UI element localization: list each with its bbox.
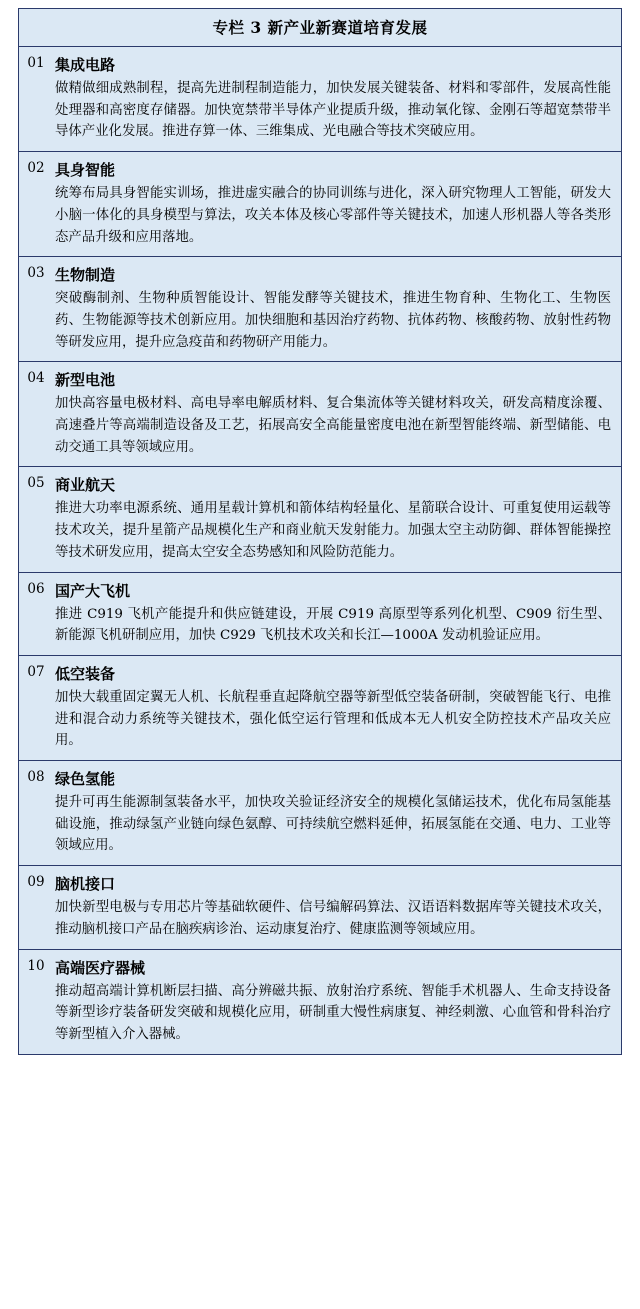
item-number: 09	[27, 874, 45, 891]
item-content	[53, 866, 621, 948]
item-number: 08	[27, 769, 45, 786]
item-heading: 绿色氢能	[55, 770, 116, 789]
list-item	[19, 656, 621, 761]
item-content	[53, 656, 621, 760]
item-body: 统筹布局具身智能实训场，推进虚实融合的协同训练与进化，深入研究物理人工智能，研发大小脑一体化的具身模型与算法，攻关本体及核心零部件等关键技术，加速人形机器人等各类形态产品升级和应用落地。	[55, 186, 611, 245]
item-number: 01	[27, 55, 45, 71]
list-item	[19, 362, 621, 467]
item-content	[53, 573, 621, 655]
item-content	[53, 467, 621, 571]
item-body: 推进 C919 飞机产能提升和供应链建设，开展 C919 高原型等系列化机型、C909 衍生型、新能源飞机研制应用，加快 C929 飞机技术攻关和长江—1000A 发动机验证应用。	[55, 606, 611, 644]
item-number: 04	[27, 370, 45, 387]
list-item	[19, 573, 621, 656]
list-item	[19, 152, 621, 257]
list-item	[19, 47, 621, 152]
item-content	[53, 257, 621, 361]
item-content	[53, 362, 621, 466]
item-heading: 国产大飞机	[55, 581, 131, 600]
item-content	[53, 152, 621, 256]
item-heading: 集成电路	[55, 56, 116, 74]
item-number: 10	[27, 957, 45, 974]
item-content	[53, 761, 621, 865]
feature-box	[18, 8, 622, 1055]
item-list	[19, 47, 621, 1054]
item-heading: 新型电池	[55, 371, 116, 390]
item-body: 推动超高端计算机断层扫描、高分辨磁共振、放射治疗系统、智能手术机器人、生命支持设备等新型诊疗装备研发突破和规模化应用，研制重大慢性病康复、神经刺激、心血管和骨科治疗等新型植入介入器械。	[55, 983, 611, 1042]
item-heading: 脑机接口	[55, 875, 116, 894]
item-heading: 商业航天	[55, 476, 116, 495]
item-number: 05	[27, 475, 45, 492]
item-number: 03	[27, 265, 45, 282]
item-body: 做精做细成熟制程，提高先进制程制造能力，加快发展关键装备、材料和零部件，发展高性能处理器和高密度存储器。加快宽禁带半导体产业提质升级，推动氧化镓、金刚石等超宽禁带半导体产业化发展。推进存算一体、三维集成、光电融合等技术突破应用。	[55, 81, 611, 140]
list-item	[19, 761, 621, 866]
list-item	[19, 257, 621, 362]
item-number: 02	[27, 160, 45, 177]
item-body: 加快大载重固定翼无人机、长航程垂直起降航空器等新型低空装备研制，突破智能飞行、电推进和混合动力系统等关键技术，强化低空运行管理和低成本无人机安全防控技术产品攻关应用。	[55, 689, 611, 749]
item-body: 提升可再生能源制氢装备水平，加快攻关验证经济安全的规模化氢储运技术，优化布局氢能基础设施，推动绿氢产业链向绿色氨醇、可持续航空燃料延伸，拓展氢能在交通、电力、工业等领域应用。	[55, 795, 611, 854]
item-body: 推进大功率电源系统、通用星载计算机和箭体结构轻量化、星箭联合设计、可重复使用运载等技术攻关，提升星箭产品规模化生产和商业航天发射能力。加强太空主动防御、群体智能操控等技术研发应用，提高太空安全态势感知和风险防范能力。	[55, 501, 611, 560]
list-item	[19, 866, 621, 949]
item-heading: 低空装备	[55, 664, 116, 683]
box-title: 专栏 3 新产业新赛道培育发展	[19, 9, 621, 47]
item-heading: 高端医疗器械	[55, 958, 146, 977]
list-item	[19, 950, 621, 1054]
list-item	[19, 467, 621, 572]
item-number: 07	[27, 663, 45, 680]
item-content	[53, 47, 621, 151]
item-body: 突破酶制剂、生物种质智能设计、智能发酵等关键技术，推进生物育种、生物化工、生物医药、生物能源等技术创新应用。加快细胞和基因治疗药物、抗体药物、核酸药物、放射性药物等研发应用，提升应急疫苗和药物研产用能力。	[55, 291, 611, 350]
item-heading: 具身智能	[55, 161, 116, 180]
item-number: 06	[27, 580, 45, 597]
item-heading: 生物制造	[55, 266, 116, 285]
item-body: 加快新型电极与专用芯片等基础软硬件、信号编解码算法、汉语语料数据库等关键技术攻关，推动脑机接口产品在脑疾病诊治、运动康复治疗、健康监测等领域应用。	[55, 900, 611, 937]
item-content	[53, 950, 621, 1054]
item-body: 加快高容量电极材料、高电导率电解质材料、复合集流体等关键材料攻关，研发高精度涂覆、高速叠片等高端制造设备及工艺，拓展高安全高能量密度电池在新型智能终端、新型储能、电动交通工具等领域应用。	[55, 396, 611, 455]
